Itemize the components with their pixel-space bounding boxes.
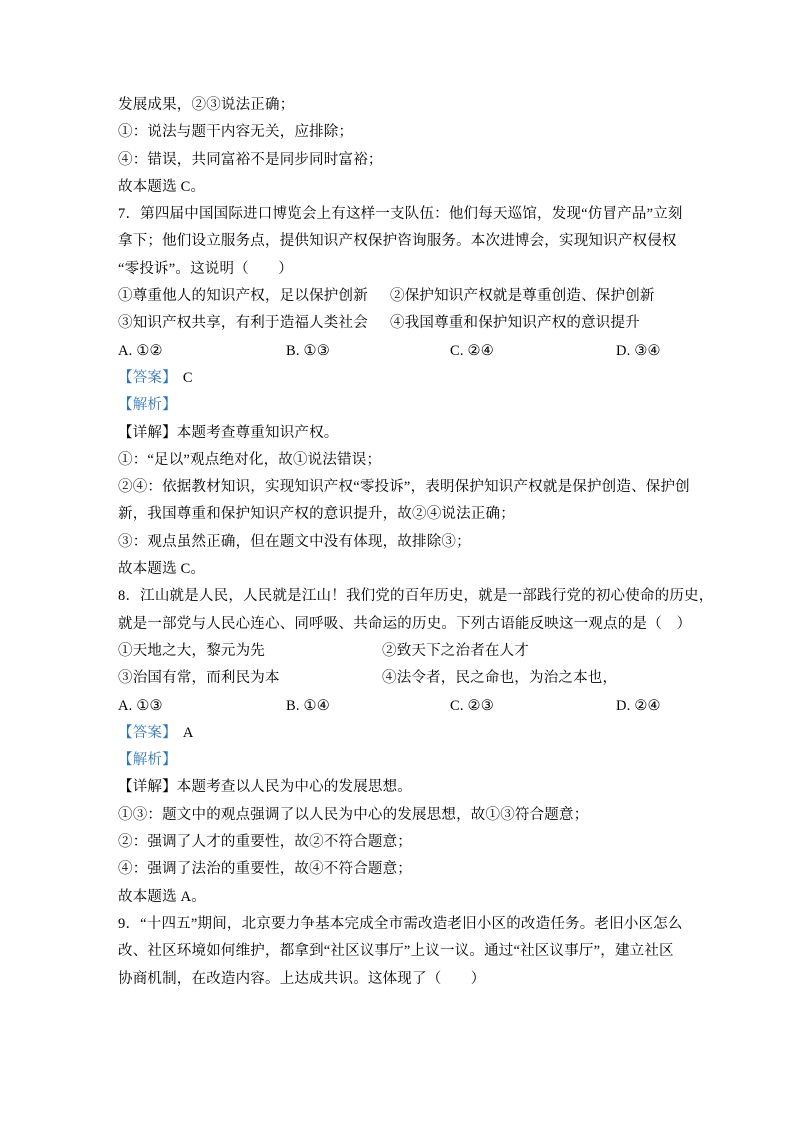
analysis-label: 【解析】: [118, 752, 177, 769]
text-line: [118, 556, 678, 583]
text-line-content: 就是一部党与人民心连心、同呼吸、共命运的历史。下列古语能反映这一观点的是（ ）: [118, 615, 692, 632]
text-line: [118, 829, 678, 856]
text-line-content: 协商机制，在改造内容。上达成共识。这体现了（ ）: [118, 970, 486, 987]
text-line: [118, 147, 678, 174]
text-line: [118, 92, 678, 119]
text-line: [118, 938, 678, 965]
answer-line: [118, 720, 678, 747]
choice-item-left: ③治国有常，而利民为本: [118, 670, 280, 687]
answer-value: C: [182, 369, 193, 386]
option-item: A. ①③: [118, 697, 163, 714]
text-line-content: 9．“十四五”期间，北京要力争基本完成全市需改造老旧小区的改造任务。老旧小区怎么: [118, 915, 683, 932]
text-line-content: 新，我国尊重和保护知识产权的意识提升，故②④说法正确；: [118, 506, 515, 523]
choice-pair-line: [118, 310, 678, 337]
text-line: [118, 228, 678, 255]
choice-pair-line: [118, 665, 678, 692]
text-line: [118, 420, 678, 447]
analysis-label: 【解析】: [118, 397, 177, 414]
text-line: [118, 119, 678, 146]
option-row: [118, 338, 678, 365]
choice-pair-line: [118, 283, 678, 310]
choice-item-left: ③知识产权共享，有利于造福人类社会: [118, 315, 368, 332]
option-item: D. ②④: [616, 697, 661, 714]
text-line: [118, 174, 678, 201]
choice-pair-line: [118, 638, 678, 665]
choice-item-left: ①天地之大，黎元为先: [118, 642, 265, 659]
text-line-content: 发展成果，②③说法正确；: [118, 97, 295, 113]
analysis-line: [118, 747, 678, 774]
text-line-content: ④：错误，共同富裕不是同步同时富裕；: [118, 151, 383, 168]
text-line: [118, 256, 678, 283]
text-line: [118, 774, 678, 801]
answer-label: 【答案】: [118, 369, 177, 386]
text-line: [118, 474, 690, 501]
text-line-content: 【详解】本题考查尊重知识产权。: [118, 424, 339, 441]
answer-label: 【答案】: [118, 724, 177, 741]
text-line-content: “零投诉”。这说明（ ）: [118, 260, 293, 277]
option-item: D. ③④: [616, 342, 661, 359]
choice-item-right: ④法令者，民之命也，为治之本也，: [382, 670, 618, 687]
text-line-content: ①：“足以”观点绝对化，故①说法错误；: [118, 451, 382, 468]
text-line-content: 改、社区环境如何维护，都拿到“社区议事厅”上议一议。通过“社区议事厅”，建立社区: [118, 943, 674, 960]
text-line: [118, 501, 678, 528]
text-line-content: 【详解】本题考查以人民为中心的发展思想。: [118, 779, 412, 796]
text-line-content: 故本题选 A。: [118, 888, 206, 905]
text-line: [118, 856, 678, 883]
text-line: [118, 611, 692, 638]
choice-item-left: ①尊重他人的知识产权，足以保护创新: [118, 288, 368, 305]
option-row: [118, 693, 678, 720]
document-content: [118, 92, 714, 993]
text-line-content: 故本题选 C。: [118, 178, 206, 195]
analysis-line: [118, 392, 678, 419]
text-line-content: ③：观点虽然正确，但在题文中没有体现，故排除③；: [118, 533, 471, 550]
text-line: [118, 966, 678, 993]
text-line-content: ②：强调了人才的重要性，故②不符合题意；: [118, 834, 412, 851]
text-line-content: ②④：依据教材知识，实现知识产权“零投诉”，表明保护知识产权就是保护创造、保护创: [118, 479, 690, 496]
text-line-content: 拿下；他们设立服务点，提供知识产权保护咨询服务。本次进博会，实现知识产权侵权: [118, 233, 677, 250]
choice-item-right: ②保护知识产权就是尊重创造、保护创新: [390, 288, 655, 305]
answer-line: [118, 365, 678, 392]
choice-item-right: ②致天下之治者在人才: [382, 642, 529, 659]
text-line-content: 故本题选 C。: [118, 561, 206, 578]
text-line: [118, 583, 714, 610]
choice-item-right: ④我国尊重和保护知识产权的意识提升: [390, 315, 640, 332]
option-item: B. ①③: [286, 342, 330, 359]
text-line: [118, 447, 678, 474]
answer-value: A: [182, 724, 194, 741]
text-line: [118, 911, 683, 938]
option-item: A. ①②: [118, 342, 163, 359]
text-line: [118, 802, 678, 829]
option-item: B. ①④: [286, 697, 330, 714]
text-line: [118, 201, 683, 228]
text-line-content: 8．江山就是人民，人民就是江山！我们党的百年历史，就是一部践行党的初心使命的历史，: [118, 588, 714, 605]
text-line: [118, 884, 678, 911]
text-line-content: ④：强调了法治的重要性，故④不符合题意；: [118, 861, 412, 878]
text-line-content: ①：说法与题干内容无关，应排除；: [118, 124, 354, 141]
text-line-content: 7．第四届中国国际进口博览会上有这样一支队伍：他们每天巡馆，发现“仿冒产品”立刻: [118, 206, 683, 223]
option-item: C. ②④: [450, 342, 494, 359]
text-line: [118, 529, 678, 556]
text-line-content: ①③：题文中的观点强调了以人民为中心的发展思想，故①③符合题意；: [118, 806, 589, 823]
option-item: C. ②③: [450, 697, 494, 714]
